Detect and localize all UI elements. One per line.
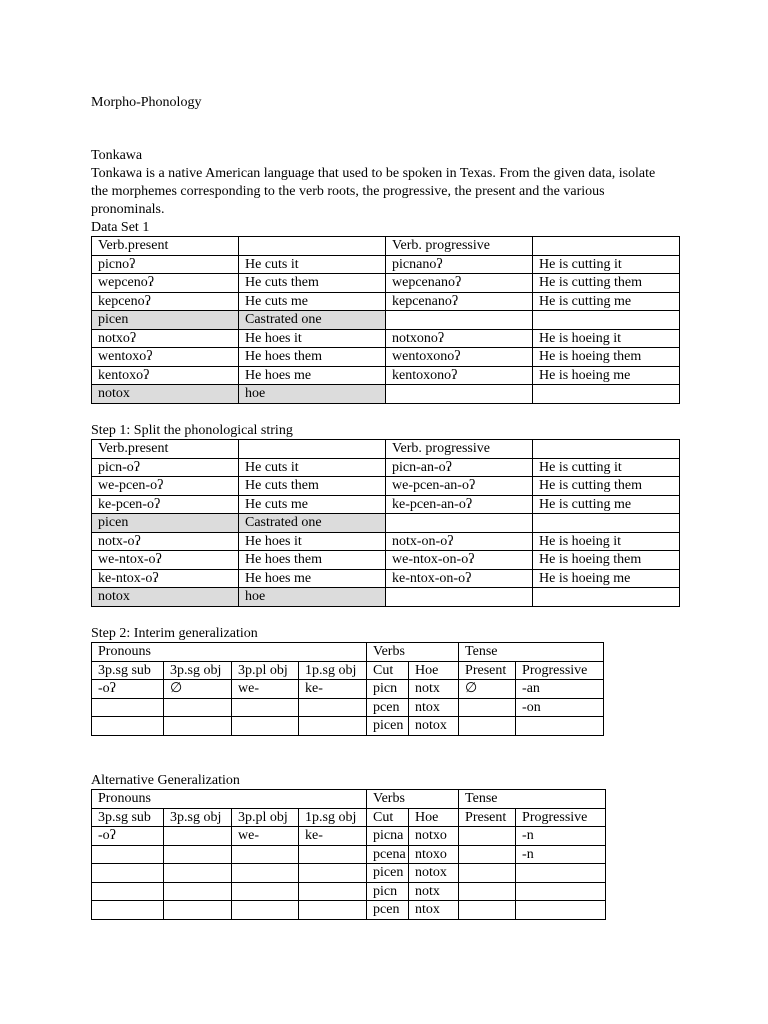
table-cell: we-pcen-oʔ <box>92 477 239 496</box>
table-cell: -oʔ <box>92 827 164 846</box>
table-cell <box>459 864 516 883</box>
table-cell: notox <box>92 588 239 607</box>
table-cell: ntoxo <box>409 845 459 864</box>
column-header: 3p.pl obj <box>232 808 299 827</box>
table-cell: He is hoeing it <box>533 329 680 348</box>
table-row <box>92 385 680 404</box>
column-header: Verb. progressive <box>386 237 533 256</box>
table-cell: He is cutting it <box>533 255 680 274</box>
table-cell: kepcenanoʔ <box>386 292 533 311</box>
table-cell: pcena <box>367 845 409 864</box>
alternative-generalization-table <box>91 789 606 920</box>
table-cell <box>164 864 232 883</box>
step-2-heading: Step 2: Interim generalization <box>91 626 258 641</box>
table-row <box>92 255 680 274</box>
table-cell <box>164 901 232 920</box>
data-set-heading: Data Set 1 <box>91 220 150 235</box>
group-header: Pronouns <box>92 790 367 809</box>
table-cell <box>232 882 299 901</box>
table-cell: picnoʔ <box>92 255 239 274</box>
table-cell: -n <box>516 845 606 864</box>
table-cell: He is hoeing it <box>533 532 680 551</box>
table-cell: He is cutting them <box>533 477 680 496</box>
table-cell: He hoes it <box>239 532 386 551</box>
table-cell: we-ntox-oʔ <box>92 551 239 570</box>
table-cell: notox <box>409 717 459 736</box>
table-cell: ke-ntox-oʔ <box>92 569 239 588</box>
table-cell <box>299 864 367 883</box>
table-cell: hoe <box>239 385 386 404</box>
column-header: Verb.present <box>92 440 239 459</box>
table-row <box>92 292 680 311</box>
subheader-row <box>92 661 604 680</box>
table-cell: He is cutting me <box>533 495 680 514</box>
table-cell: pcen <box>367 698 409 717</box>
group-header-row <box>92 643 604 662</box>
table-cell: He hoes them <box>239 348 386 367</box>
column-header: 1p.sg obj <box>299 661 367 680</box>
table-row <box>92 551 680 570</box>
table-cell: notx-oʔ <box>92 532 239 551</box>
table-cell <box>232 717 299 736</box>
table-cell <box>459 882 516 901</box>
table-cell: ke-pcen-oʔ <box>92 495 239 514</box>
table-cell <box>164 717 232 736</box>
group-header-row <box>92 790 606 809</box>
table-cell <box>459 698 516 717</box>
table-cell <box>92 845 164 864</box>
table-cell: notox <box>92 385 239 404</box>
table-cell: Castrated one <box>239 514 386 533</box>
table-cell: -oʔ <box>92 680 164 699</box>
table-cell: picnanoʔ <box>386 255 533 274</box>
table-cell: He is cutting it <box>533 458 680 477</box>
table-cell <box>533 311 680 330</box>
table-row <box>92 827 606 846</box>
group-header: Tense <box>459 790 606 809</box>
column-header: Verb.present <box>92 237 239 256</box>
table-cell <box>92 717 164 736</box>
table-cell <box>386 385 533 404</box>
table-cell <box>299 901 367 920</box>
table-cell: ∅ <box>459 680 516 699</box>
table-cell: He is hoeing me <box>533 569 680 588</box>
table-cell: He is cutting them <box>533 274 680 293</box>
table-cell <box>92 882 164 901</box>
table-cell: picen <box>92 311 239 330</box>
table-cell: kentoxonoʔ <box>386 366 533 385</box>
column-header: Progressive <box>516 661 604 680</box>
table-cell <box>533 385 680 404</box>
table-cell: notxoʔ <box>92 329 239 348</box>
column-header: 3p.sg sub <box>92 808 164 827</box>
group-header: Tense <box>459 643 604 662</box>
intro-paragraph: Tonkawa is a native American language that used to be spoken in Texas. From the given data, isolate the morphemes corresponding to the verb roots, the progressive, the present and the various pronominals. <box>91 166 656 217</box>
table-cell <box>299 698 367 717</box>
column-header: Hoe <box>409 808 459 827</box>
table-cell: He cuts them <box>239 274 386 293</box>
table-cell <box>232 698 299 717</box>
table-cell <box>299 882 367 901</box>
column-header: Progressive <box>516 808 606 827</box>
column-header: 1p.sg obj <box>299 808 367 827</box>
column-header: Verb. progressive <box>386 440 533 459</box>
table-row <box>92 274 680 293</box>
table-cell: He hoes me <box>239 569 386 588</box>
table-cell <box>516 864 606 883</box>
table-cell: picn-oʔ <box>92 458 239 477</box>
table-cell: ntox <box>409 901 459 920</box>
table-cell: He cuts me <box>239 495 386 514</box>
column-header: Hoe <box>409 661 459 680</box>
table-cell <box>164 845 232 864</box>
table-cell <box>232 845 299 864</box>
table-cell: picna <box>367 827 409 846</box>
column-header <box>239 237 386 256</box>
table-cell: ke-ntox-on-oʔ <box>386 569 533 588</box>
table-cell: He cuts it <box>239 458 386 477</box>
table-cell: He cuts them <box>239 477 386 496</box>
step-1-table <box>91 439 680 607</box>
table-row <box>92 532 680 551</box>
table-cell <box>386 311 533 330</box>
column-header: Present <box>459 808 516 827</box>
table-cell: pcen <box>367 901 409 920</box>
table-row <box>92 458 680 477</box>
table-cell: wepcenoʔ <box>92 274 239 293</box>
table-cell: picen <box>92 514 239 533</box>
group-header: Verbs <box>367 790 459 809</box>
table-cell: notox <box>409 864 459 883</box>
table-cell: wepcenanoʔ <box>386 274 533 293</box>
table-cell: He is hoeing them <box>533 551 680 570</box>
table-cell: we- <box>232 827 299 846</box>
table-cell <box>299 845 367 864</box>
step-1-heading: Step 1: Split the phonological string <box>91 423 293 438</box>
column-header: 3p.sg obj <box>164 661 232 680</box>
table-cell: wentoxoʔ <box>92 348 239 367</box>
column-header <box>239 440 386 459</box>
table-row <box>92 882 606 901</box>
table-cell <box>516 717 604 736</box>
table-row <box>92 348 680 367</box>
table-cell <box>92 698 164 717</box>
table-cell: He hoes me <box>239 366 386 385</box>
table-row <box>92 477 680 496</box>
column-header: Present <box>459 661 516 680</box>
interim-generalization-table <box>91 642 604 736</box>
table-cell <box>516 882 606 901</box>
column-header: Cut <box>367 661 409 680</box>
table-cell: we-ntox-on-oʔ <box>386 551 533 570</box>
table-cell <box>92 901 164 920</box>
page-title: Morpho-Phonology <box>91 95 202 110</box>
table-cell <box>232 901 299 920</box>
table-cell: picen <box>367 717 409 736</box>
table-cell: ke-pcen-an-oʔ <box>386 495 533 514</box>
table-row <box>92 680 604 699</box>
subheader-row <box>92 808 606 827</box>
table-header-row <box>92 237 680 256</box>
alternative-heading: Alternative Generalization <box>91 773 240 788</box>
table-cell <box>92 864 164 883</box>
table-cell: ke- <box>299 827 367 846</box>
table-cell <box>386 514 533 533</box>
table-row <box>92 569 680 588</box>
table-cell <box>164 698 232 717</box>
table-cell: notxonoʔ <box>386 329 533 348</box>
table-cell <box>533 588 680 607</box>
table-cell: -on <box>516 698 604 717</box>
table-cell <box>232 864 299 883</box>
table-row <box>92 329 680 348</box>
table-cell: notx <box>409 680 459 699</box>
table-cell <box>386 588 533 607</box>
column-header <box>533 440 680 459</box>
table-cell: we- <box>232 680 299 699</box>
table-cell: He hoes it <box>239 329 386 348</box>
table-cell: Castrated one <box>239 311 386 330</box>
table-cell: notx-on-oʔ <box>386 532 533 551</box>
table-cell <box>164 827 232 846</box>
table-cell: He is hoeing me <box>533 366 680 385</box>
table-cell: kepcenoʔ <box>92 292 239 311</box>
table-cell: kentoxoʔ <box>92 366 239 385</box>
table-row <box>92 901 606 920</box>
column-header <box>533 237 680 256</box>
table-cell <box>299 717 367 736</box>
table-row <box>92 845 606 864</box>
table-cell: -an <box>516 680 604 699</box>
table-row <box>92 495 680 514</box>
table-row <box>92 514 680 533</box>
table-header-row <box>92 440 680 459</box>
table-cell: He cuts me <box>239 292 386 311</box>
group-header: Pronouns <box>92 643 367 662</box>
table-cell <box>533 514 680 533</box>
table-cell: notx <box>409 882 459 901</box>
column-header: 3p.pl obj <box>232 661 299 680</box>
table-cell: picn <box>367 680 409 699</box>
table-cell: ke- <box>299 680 367 699</box>
table-cell <box>516 901 606 920</box>
table-cell: hoe <box>239 588 386 607</box>
table-cell <box>459 827 516 846</box>
language-heading: Tonkawa <box>91 148 143 163</box>
table-cell: ∅ <box>164 680 232 699</box>
table-cell <box>459 901 516 920</box>
table-cell: ntox <box>409 698 459 717</box>
table-row <box>92 311 680 330</box>
table-cell: He hoes them <box>239 551 386 570</box>
table-cell: He is hoeing them <box>533 348 680 367</box>
column-header: 3p.sg obj <box>164 808 232 827</box>
table-row <box>92 864 606 883</box>
table-cell: He cuts it <box>239 255 386 274</box>
data-set-1-table <box>91 236 680 404</box>
table-row <box>92 366 680 385</box>
table-cell: -n <box>516 827 606 846</box>
table-cell: wentoxonoʔ <box>386 348 533 367</box>
table-cell <box>164 882 232 901</box>
table-cell: notxo <box>409 827 459 846</box>
table-cell: picen <box>367 864 409 883</box>
table-row <box>92 588 680 607</box>
column-header: 3p.sg sub <box>92 661 164 680</box>
table-cell: picn-an-oʔ <box>386 458 533 477</box>
column-header: Cut <box>367 808 409 827</box>
table-cell: picn <box>367 882 409 901</box>
group-header: Verbs <box>367 643 459 662</box>
table-cell: He is cutting me <box>533 292 680 311</box>
table-cell: we-pcen-an-oʔ <box>386 477 533 496</box>
table-cell <box>459 845 516 864</box>
table-row <box>92 717 604 736</box>
table-row <box>92 698 604 717</box>
table-cell <box>459 717 516 736</box>
